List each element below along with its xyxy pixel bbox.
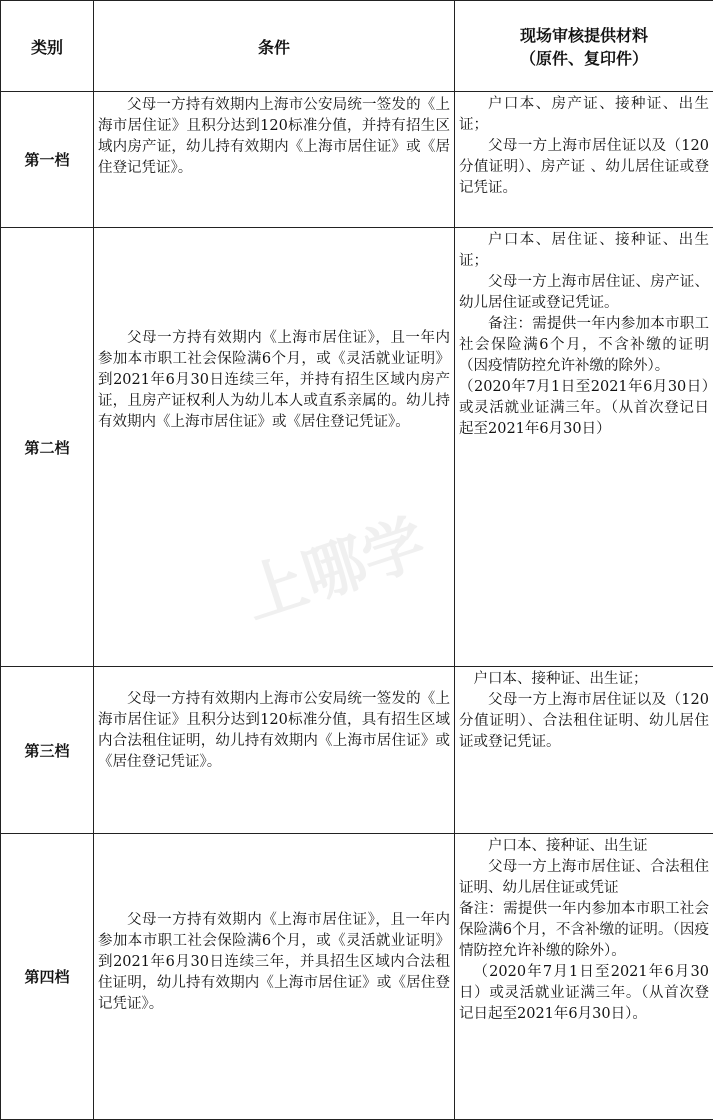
condition-text: 父母一方持有效期内上海市公安局统一签发的《上海市居住证》且积分达到120标准分值，并持有招生区域内房产证，幼儿持有效期内《上海市居住证》或《居住登记凭证》。: [98, 97, 450, 176]
header-materials-line2: （原件、复印件）: [519, 49, 648, 68]
tier-label: 第三档: [1, 667, 94, 834]
materials-item: 父母一方上海市居住证以及（120分值证明）、合法租住证明、幼儿居住证或登记凭证。: [459, 692, 709, 750]
materials-item: 备注：需提供一年内参加本市职工社会保险满6个月，不含补缴的证明。（因疫情防控允许补缴的除外）。: [459, 901, 709, 959]
table-row-tier-4: [1, 834, 713, 1120]
materials-item: 户口本、接种证、出生证；: [473, 671, 648, 687]
tier-condition: [94, 667, 455, 834]
table-row-tier-1: [1, 92, 713, 228]
table-row-tier-2: [1, 228, 713, 667]
tier-label: 第二档: [1, 228, 94, 667]
tier-materials: [455, 228, 713, 667]
tier-condition: [94, 834, 455, 1120]
tier-materials: [455, 92, 713, 228]
condition-text: 父母一方持有效期内《上海市居住证》，且一年内参加本市职工社会保险满6个月，或《灵活就业证明》到2021年6月30日连续三年，并持有招生区域内房产证，且房产证权利人为幼儿本人或直系亲属的。幼儿持有效期内《上海市居住证》或《居住登记凭证》。: [98, 330, 450, 430]
tier-materials: [455, 834, 713, 1120]
condition-text: 父母一方持有效期内上海市公安局统一签发的《上海市居住证》且积分达到120标准分值，具有招生区域内合法租住证明，幼儿持有效期内《上海市居住证》或《居住登记凭证》。: [98, 691, 450, 770]
materials-item: （2020年7月1日至2021年6月30日）或灵活就业证满三年。（从首次登记日起至2021年6月30日）: [459, 379, 709, 437]
table-row-tier-3: [1, 667, 713, 834]
tier-condition: [94, 228, 455, 667]
header-category: 类别: [1, 1, 94, 92]
header-materials: [455, 1, 713, 92]
materials-item: 户口本、接种证、出生证: [488, 838, 648, 854]
materials-item: （2020年7月1日至2021年6月30日）或灵活就业证满三年。（从首次登记日起至2021年6月30日）。: [459, 964, 709, 1022]
materials-item: 户口本、居住证、接种证、出生证；: [459, 232, 709, 269]
tier-label: 第四档: [1, 834, 94, 1120]
materials-item: 父母一方上海市居住证以及（120分值证明）、房产证 、幼儿居住证或登记凭证。: [459, 138, 709, 196]
tier-label: 第一档: [1, 92, 94, 228]
materials-item: 备注：需提供一年内参加本市职工社会保险满6个月，不含补缴的证明（因疫情防控允许补缴的除外）。: [459, 316, 709, 374]
materials-item: 父母一方上海市居住证、合法租住证明、幼儿居住证或凭证: [459, 859, 709, 896]
tier-materials: [455, 667, 713, 834]
materials-item: 父母一方上海市居住证、房产证、幼儿居住证或登记凭证。: [459, 274, 709, 311]
header-row: [1, 1, 713, 92]
header-materials-line1: 现场审核提供材料: [519, 26, 648, 45]
watermark-logo: 上哪学: [234, 505, 435, 633]
materials-item: 户口本、房产证、接种证、出生证；: [459, 96, 709, 133]
condition-text: 父母一方持有效期内《上海市居住证》，且一年内参加本市职工社会保险满6个月，或《灵活就业证明》到2021年6月30日连续三年，并具招生区域内合法租住证明，幼儿持有效期内《上海市居住证》或《居住登记凭证》。: [98, 912, 450, 1012]
header-condition: 条件: [94, 1, 455, 92]
tier-condition: [94, 92, 455, 228]
